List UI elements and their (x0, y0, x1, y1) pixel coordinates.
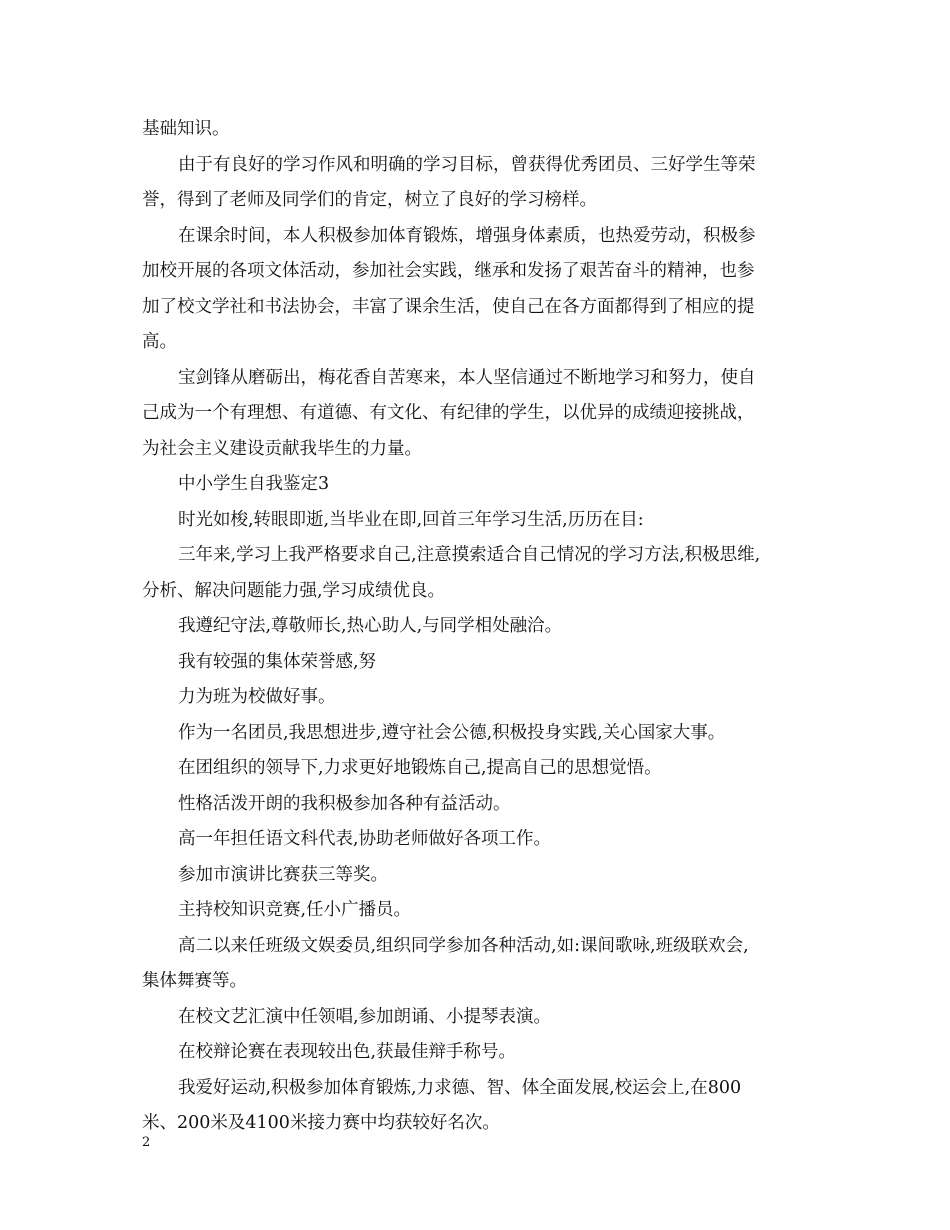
text-line: 我爱好运动,积极参加体育锻炼,力求德、智、体全面发展,校运会上,在800 (178, 1078, 742, 1098)
text-line: 作为一名团员,我思想进步,遵守社会公德,积极投身实践,关心国家大事。 (178, 723, 726, 743)
text-line: 我有较强的集体荣誉感,努 (178, 652, 377, 672)
text-line: 主持校知识竞赛,任小广播员。 (178, 900, 412, 920)
text-line: 由于有良好的学习作风和明确的学习目标，曾获得优秀团员、三好学生等荣 (178, 155, 756, 175)
text-line: 为社会主义建设贡献我毕生的力量。 (142, 439, 422, 459)
text-line: 在课余时间，本人积极参加体育锻炼，增强身体素质，也热爱劳动，积极参 (178, 226, 756, 246)
text-line: 在团组织的领导下,力求更好地锻炼自己,提高自己的思想觉悟。 (178, 758, 662, 778)
text-line: 高。 (142, 332, 177, 352)
text-line: 高一年担任语文科代表,协助老师做好各项工作。 (178, 829, 552, 849)
text-line: 在校文艺汇演中任领唱,参加朗诵、小提琴表演。 (178, 1007, 552, 1027)
text-line: 基础知识。 (142, 119, 230, 139)
text-line: 性格活泼开朗的我积极参加各种有益活动。 (178, 794, 511, 814)
text-line: 力为班为校做好事。 (178, 687, 336, 707)
text-line: 三年来,学习上我严格要求自己,注意摸索适合自己情况的学习方法,积极思维, (178, 545, 761, 565)
text-line: 参加市演讲比赛获三等奖。 (178, 865, 388, 885)
text-line: 集体舞赛等。 (142, 971, 247, 991)
text-line: 在校辩论赛在表现较出色,获最佳辩手称号。 (178, 1042, 517, 1062)
text-line: 时光如梭,转眼即逝,当毕业在即,回首三年学习生活,历历在目: (178, 510, 644, 530)
text-line: 加校开展的各项文体活动，参加社会实践，继承和发扬了艰苦奋斗的精神，也参 (142, 261, 755, 281)
text-line: 分析、解决问题能力强,学习成绩优良。 (142, 581, 446, 601)
text-line: 高二以来任班级文娱委员,组织同学参加各种活动,如:课间歌咏,班级联欢会, (178, 936, 749, 956)
page-number: 2 (142, 1135, 151, 1150)
text-line: 宝剑锋从磨砺出，梅花香自苦寒来，本人坚信通过不断地学习和努力，使自 (178, 368, 756, 388)
text-line: 己成为一个有理想、有道德、有文化、有纪律的学生，以优异的成绩迎接挑战， (142, 403, 755, 423)
text-line: 誉，得到了老师及同学们的肯定，树立了良好的学习榜样。 (142, 190, 597, 210)
text-line: 我遵纪守法,尊敬师长,热心助人,与同学相处融洽。 (178, 616, 563, 636)
section-heading: 中小学生自我鉴定3 (178, 474, 330, 494)
text-line: 加了校文学社和书法协会，丰富了课余生活，使自己在各方面都得到了相应的提 (142, 297, 755, 317)
text-line: 米、200米及4100米接力赛中均获较好名次。 (142, 1113, 500, 1133)
